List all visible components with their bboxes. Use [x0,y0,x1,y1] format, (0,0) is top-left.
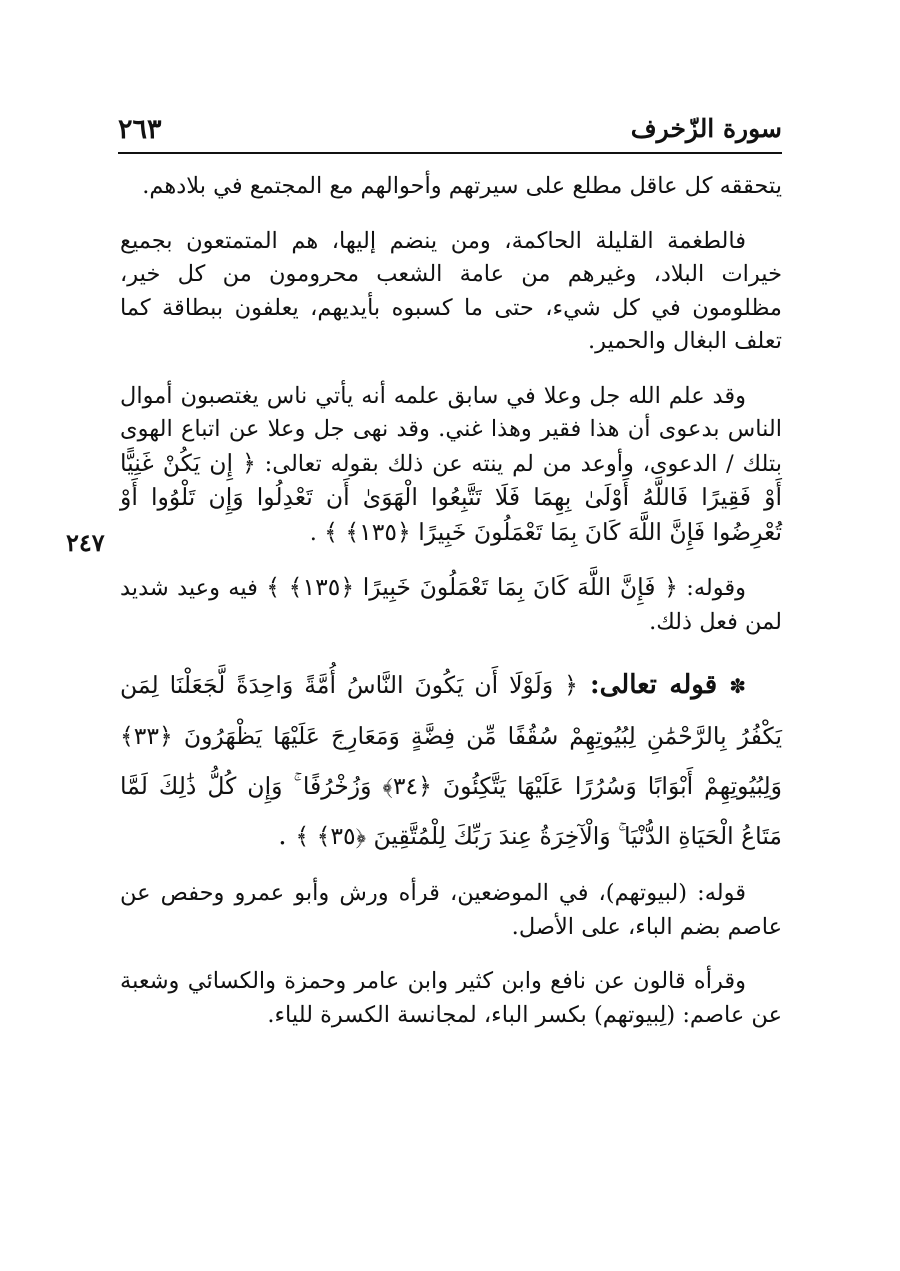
verse-block-lead: قوله تعالى: [590,670,718,700]
paragraph-1: يتحققه كل عاقل مطلع على سيرتهم وأحوالهم مع المجتمع في بلادهم. [142,173,782,199]
paragraph-4-lead: وقوله: [686,575,746,601]
page-number: ٢٦٣ [118,114,162,145]
margin-page-marker: ٢٤٧ [66,528,105,557]
verse-block-end: . [278,820,287,851]
running-title: سورة الزّخرف [630,114,782,143]
quran-verses-33-35: ﴿ وَلَوْلَا أَن يَكُونَ النَّاسُ أُمَّةً وَاحِدَةً لَّجَعَلْنَا لِمَن يَكْفُرُ بِالرَّحْمَٰنِ لِبُيُوتِهِمْ سُقُفًا مِّن فِضَّةٍ وَمَعَارِجَ عَلَيْهَا يَظْهَرُونَ ﴿٣٣﴾ وَلِبُيُوتِهِمْ أَبْوَابًا وَسُرُرًا عَلَيْهَا يَتَّكِئُونَ ﴿٣٤﴾ وَزُخْرُفًا ۚ وَإِن كُلُّ ذَٰلِكَ لَمَّا مَتَاعُ الْحَيَاةِ الدُّنْيَا ۚ وَالْآخِرَةُ عِندَ رَبِّكَ لِلْمُتَّقِينَ ﴿٣٥﴾ ﴾ [120,671,782,850]
verse-block [120,660,782,861]
page-body [120,170,782,1053]
page-header [118,112,782,154]
paragraph-3-text: وقد علم الله جل وعلا في سابق علمه أنه يأتي ناس يغتصبون أموال الناس بدعوى أن هذا فقير وهذا غني. وقد نهى جل وعلا عن اتباع الهوى بتلك / الدعوى، وأوعد من لم ينته عن ذلك بقوله تعالى: [120,382,782,477]
paragraph-3-end: . [309,519,317,546]
quran-verse-quote: ﴿ فَإِنَّ اللَّهَ كَانَ بِمَا تَعْمَلُونَ خَبِيرًا ﴿١٣٥﴾ ﴾ [266,573,678,601]
paragraph-4-tail: فيه وعيد شديد لمن فعل ذلك. [120,575,782,635]
star-marker: ✽ [729,674,746,698]
paragraph-4 [120,571,782,639]
paragraph-6: قوله: (لبيوتهم)، في الموضعين، قرأه ورش وأبو عمرو وحفص عن عاصم بضم الباء، على الأصل. [120,880,782,940]
paragraph-7: وقرأه قالون عن نافع وابن كثير وابن عامر وحمزة والكسائي وشعبة عن عاصم: (لِبيوتهم) بكسر الباء، لمجانسة الكسرة للياء. [120,968,782,1028]
paragraph-2: فالطغمة القليلة الحاكمة، ومن ينضم إليها، هم المتمتعون بجميع خيرات البلاد، وغيرهم من عامة الشعب محرومون من كل خير، مظلومون في كل شيء، حتى ما كسبوه بأيديهم، يعلفون ببطاقة كما تعلف البغال والحمير. [120,227,782,354]
quran-verse-135: ﴿ إِن يَكُنْ غَنِيًّا أَوْ فَقِيرًا فَاللَّهُ أَوْلَىٰ بِهِمَا فَلَا تَتَّبِعُوا الْهَوَىٰ أَن تَعْدِلُوا وَإِن تَلْوُوا أَوْ تُعْرِضُوا فَإِنَّ اللَّهَ كَانَ بِمَا تَعْمَلُونَ خَبِيرًا ﴿١٣٥﴾ ﴾ [120,448,782,546]
paragraph-3 [120,380,782,551]
